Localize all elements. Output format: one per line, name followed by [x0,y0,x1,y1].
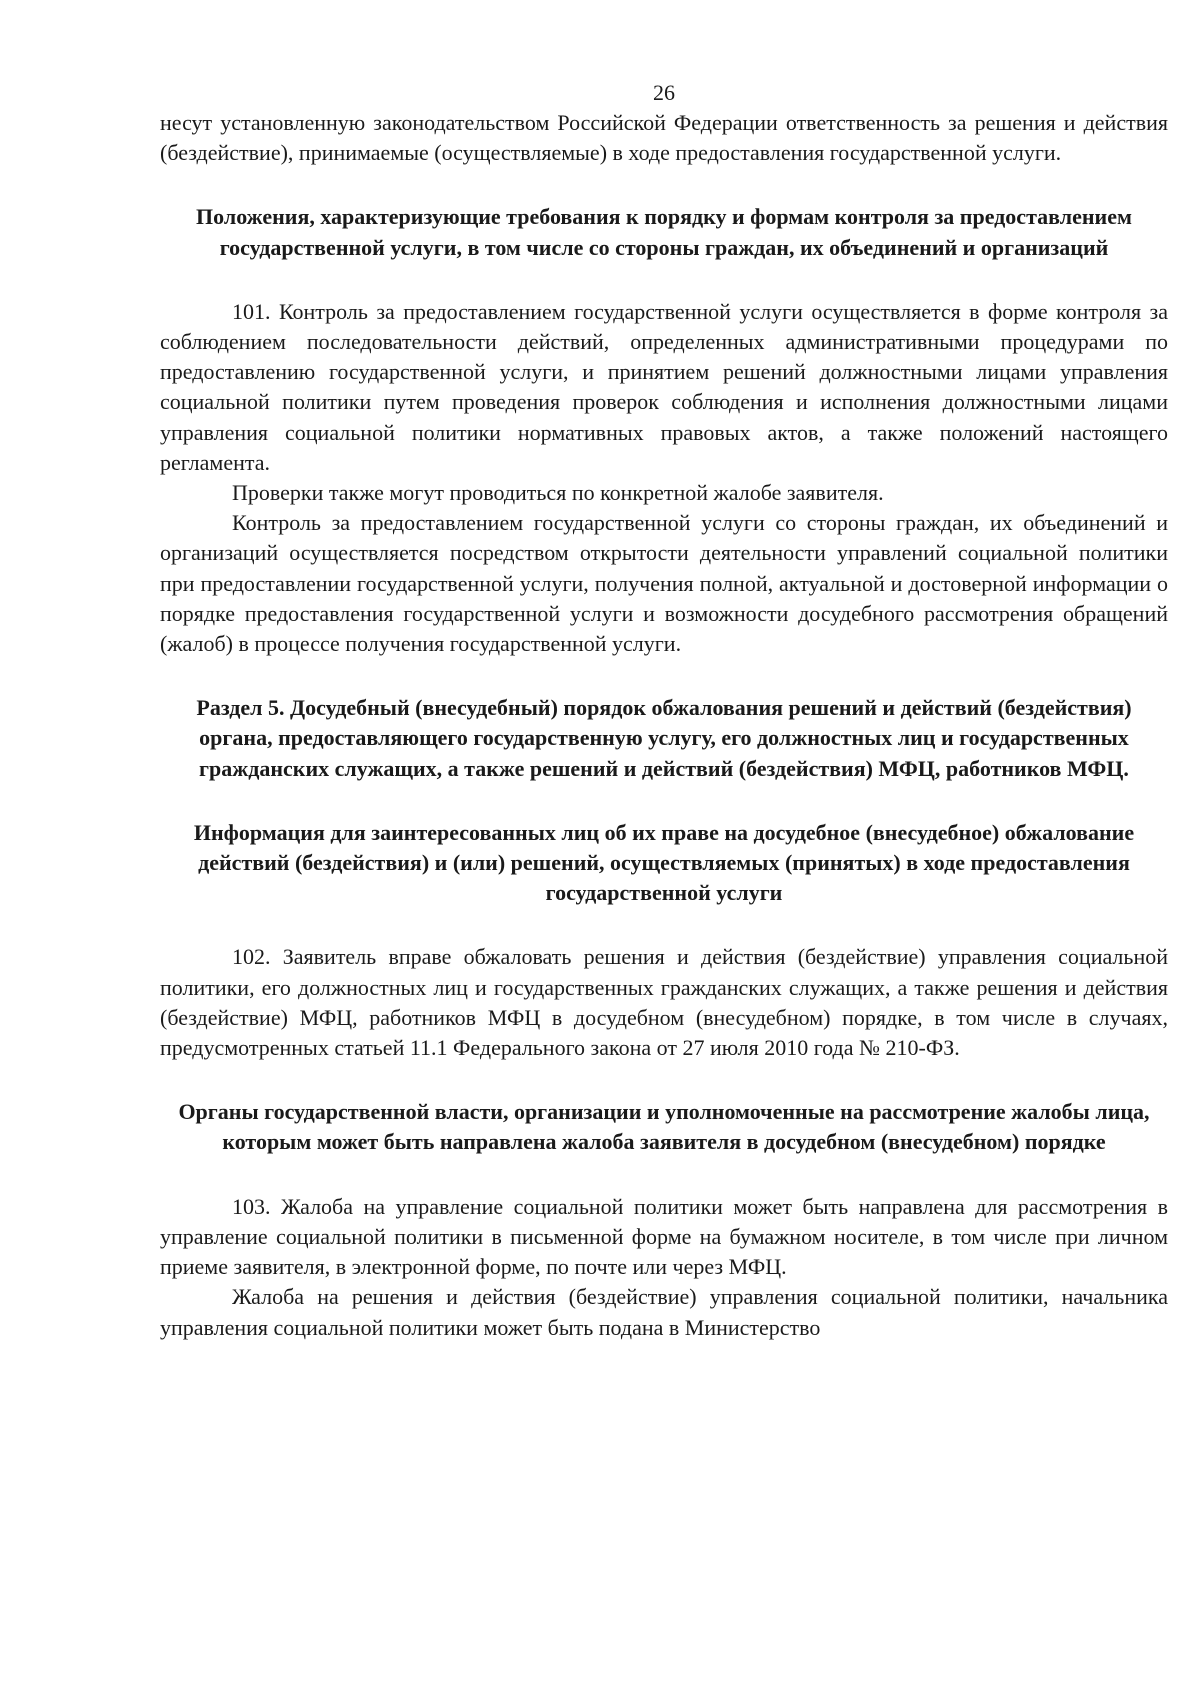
paragraph-101-citizen-control: Контроль за предоставлением государственной услуги со стороны граждан, их объединений и организаций осуществляется посредством открытости деятельности управлений социальной политики при предоставлении государственной услуги, получения полной, актуальной и достоверной информации о порядке предоставления государственной услуги и возможности досудебного рассмотрения обращений (жалоб) в процессе получения государственной услуги. [160,510,1168,657]
page-number: 26 [653,80,675,105]
spacer [160,1158,1168,1192]
paragraph-continuation: несут установленную законодательством Российской Федерации ответственность за решения и действия (бездействие), принимаемые (осуществляемые) в ходе предоставления государственной услуги. [160,110,1168,166]
heading-appeal-information: Информация для заинтересованных лиц об их праве на досудебное (внесудебное) обжалование действий (бездействия) и (или) решений, осуществляемых (принятых) в ходе предоставления государственной услуги [193,819,1135,906]
paragraph-103-complaint: Жалоба на решения и действия (бездействие) управления социальной политики, начальника управления социальной политики может быть подана в Министерство [160,1284,1168,1340]
paragraph-101-checks: Проверки также могут проводиться по конкретной жалобе заявителя. [232,480,884,506]
paragraph-102: 102. Заявитель вправе обжаловать решения и действия (бездействие) управления социальной политики, его должностных лиц и государственных гражданских служащих, а также решения и действия (бездействие) МФЦ, работников МФЦ в досудебном (внесудебном) порядке, в том числе в случаях, предусмотренных статьей 11.1 Федерального закона от 27 июля 2010 года № 210-ФЗ. [160,944,1168,1061]
spacer [160,263,1168,297]
spacer [160,908,1168,942]
heading-control-provisions: Положения, характеризующие требования к порядку и формам контроля за предоставлением государственной услуги, в том числе со стороны граждан, их объединений и организаций [196,204,1132,260]
spacer [160,784,1168,818]
spacer [160,1063,1168,1097]
heading-section-5: Раздел 5. Досудебный (внесудебный) порядок обжалования решений и действий (бездействия) органа, предоставляющего государственную услугу, его должностных лиц и государственных гражданских служащих, а также решений и действий (бездействия) МФЦ, работников МФЦ. [196,695,1132,781]
document-page [160,78,1168,1343]
heading-authorities: Органы государственной власти, организации и уполномоченные на рассмотрение жалобы лица, которым может быть направлена жалоба заявителя в досудебном (внесудебном) порядке [178,1099,1150,1155]
paragraph-103: 103. Жалоба на управление социальной политики может быть направлена для рассмотрения в управление социальной политики в письменной форме на бумажном носителе, в том числе при личном приеме заявителя, в электронной форме, по почте или через МФЦ. [160,1193,1168,1280]
paragraph-101: 101. Контроль за предоставлением государственной услуги осуществляется в форме контроля за соблюдением последовательности действий, определенных административными процедурами по предоставлению государственной услуги, и принятием решений должностными лицами управления социальной политики путем проведения проверок соблюдения и исполнения должностными лицами управления социальной политики нормативных правовых актов, а также положений настоящего регламента. [160,298,1168,475]
spacer [160,168,1168,202]
spacer [160,659,1168,693]
